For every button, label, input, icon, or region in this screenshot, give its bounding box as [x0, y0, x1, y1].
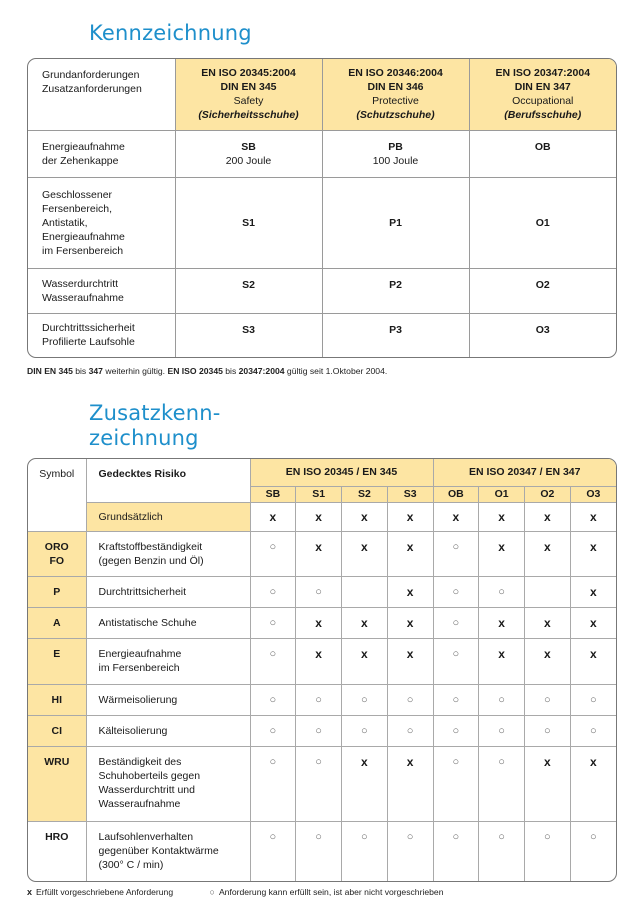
column-header-20345 [175, 59, 322, 130]
mark-cell [387, 607, 433, 638]
value-sub: 200 Joule [225, 154, 272, 167]
mark-cell [525, 821, 571, 881]
x-mark-icon: x [544, 646, 551, 661]
mark-cell [479, 746, 525, 821]
symbol-code: ORO [44, 540, 69, 553]
mark-cell [387, 746, 433, 821]
mark-cell [296, 821, 342, 881]
circle-mark-icon: ○ [498, 830, 505, 843]
subcolumn-header: S2 [342, 486, 388, 502]
value-code: O3 [535, 323, 550, 336]
mark-cell [525, 715, 571, 746]
risk-line: Laufsohlenverhalten [98, 830, 194, 843]
header-label-line: Zusatzanforderungen [42, 83, 142, 95]
mark-cell [342, 715, 388, 746]
mark-cell [250, 531, 296, 576]
note-part: DIN EN 345 [27, 366, 73, 376]
subcolumn-header: O1 [479, 486, 525, 502]
symbol-code: FO [49, 554, 65, 567]
value-code: S2 [242, 278, 255, 291]
circle-mark-icon: ○ [590, 724, 597, 737]
mark-cell [433, 502, 479, 531]
symbol-code: WRU [44, 755, 70, 768]
x-mark-icon: x [590, 509, 597, 524]
x-mark-icon: x [498, 539, 505, 554]
table-row [28, 531, 616, 576]
mark-cell [250, 746, 296, 821]
mark-cell [387, 821, 433, 881]
table-row [28, 313, 616, 357]
risk-header: Gedecktes Risiko [86, 459, 250, 502]
din-label: DIN EN 345 [220, 81, 277, 94]
mark-cell [296, 746, 342, 821]
risk-line: Antistatische Schuhe [98, 616, 197, 629]
note-part: 20347:2004 [238, 366, 285, 376]
mark-cell [570, 502, 616, 531]
value-cell [322, 130, 469, 177]
symbol-cell [28, 638, 86, 684]
header-label-cell [28, 59, 175, 130]
row-label-line: Wasseraufnahme [42, 291, 124, 304]
risk-line: Wärmeisolierung [98, 693, 178, 706]
section-title-kennzeichnung: Kennzeichnung [89, 21, 252, 45]
note-part: bis [72, 366, 89, 376]
german-label: (Sicherheitsschuhe) [198, 109, 299, 122]
note-part: weiterhin gültig. [102, 366, 168, 376]
subcolumn-header: OB [433, 486, 479, 502]
row-label-line: Profilierte Laufsohle [42, 336, 135, 349]
risk-line: Wasseraufnahme [98, 797, 181, 810]
risk-line: Kälteisolierung [98, 724, 168, 737]
value-cell [322, 268, 469, 313]
subcolumn-header: S1 [296, 486, 342, 502]
table-row [28, 607, 616, 638]
row-label-line: Durchtrittssicherheit [42, 322, 135, 335]
section-title-zusatzkennzeichnung [89, 401, 221, 451]
x-mark-icon: x [315, 615, 322, 630]
circle-mark-icon: ○ [315, 755, 322, 768]
circle-mark-icon: ○ [498, 755, 505, 768]
circle-mark-icon: ○ [498, 585, 505, 598]
x-mark-icon: x [315, 509, 322, 524]
mark-cell [570, 576, 616, 607]
x-mark-icon: x [498, 646, 505, 661]
table-row [28, 130, 616, 177]
mark-cell [433, 576, 479, 607]
circle-mark-icon: ○ [269, 647, 277, 660]
value-cell [469, 268, 616, 313]
circle-mark-icon: ○ [269, 540, 277, 553]
mark-cell [250, 576, 296, 607]
row-label [28, 177, 175, 268]
x-mark-icon: x [590, 646, 597, 661]
subcolumn-header: O3 [570, 486, 616, 502]
circle-mark-icon: ○ [452, 585, 460, 598]
circle-mark-icon: ○ [315, 830, 322, 843]
x-mark-icon: x [406, 509, 414, 524]
circle-mark-icon: ○ [544, 693, 551, 706]
symbol-cell [28, 607, 86, 638]
mark-cell [570, 638, 616, 684]
circle-mark-icon: ○ [544, 830, 551, 843]
mark-cell [433, 638, 479, 684]
risk-line: im Fersenbereich [98, 661, 180, 674]
row-label-line: Energieaufnahme [42, 230, 125, 243]
mark-cell [342, 746, 388, 821]
mark-cell [525, 531, 571, 576]
circle-mark-icon: ○ [452, 616, 460, 629]
symbol-cell [28, 531, 86, 576]
table-row [28, 746, 616, 821]
x-mark-icon: x [361, 509, 368, 524]
mark-cell [570, 607, 616, 638]
risk-cell [86, 607, 250, 638]
mark-cell [342, 576, 388, 607]
value-cell [175, 177, 322, 268]
circle-mark-icon: ○ [452, 540, 460, 553]
x-mark-icon: x [590, 754, 597, 769]
risk-cell [86, 746, 250, 821]
value-code: O2 [535, 278, 550, 291]
symbol-code: HI [51, 693, 62, 706]
title-line: Zusatzkenn- [89, 401, 221, 425]
mark-cell [296, 576, 342, 607]
risk-cell [86, 821, 250, 881]
x-mark-icon: x [361, 754, 368, 769]
x-mark-icon: x [406, 615, 414, 630]
circle-mark-icon: ○ [452, 647, 460, 660]
x-mark-icon: x [544, 509, 551, 524]
value-cell [175, 268, 322, 313]
x-mark-icon: x [315, 539, 322, 554]
mark-cell [342, 502, 388, 531]
x-mark-icon: x [590, 615, 597, 630]
circle-mark-icon: ○ [406, 830, 414, 843]
x-mark-icon: x [544, 539, 551, 554]
x-mark-icon: x [590, 539, 597, 554]
subcolumn-header: SB [250, 486, 296, 502]
mark-cell [250, 502, 296, 531]
circle-mark-icon: ○ [406, 724, 414, 737]
row-label-line: im Fersenbereich [42, 244, 124, 257]
legend-o-text: Anforderung kann erfüllt sein, ist aber nicht vorgeschrieben [218, 887, 444, 897]
x-mark-icon: x [544, 754, 551, 769]
x-mark-icon: x [406, 539, 414, 554]
value-cell [322, 313, 469, 357]
circle-mark-icon: ○ [452, 830, 460, 843]
kennzeichnung-table-frame [27, 58, 617, 358]
risk-line: Beständigkeit des [98, 755, 182, 768]
row-label-line: Fersenbereich, [42, 202, 113, 215]
mark-cell [570, 684, 616, 715]
zusatzkennzeichnung-table-frame [27, 458, 617, 882]
symbol-code: E [53, 647, 61, 660]
risk-line: Energieaufnahme [98, 647, 182, 660]
x-mark-icon: x [27, 887, 33, 897]
mark-cell [525, 607, 571, 638]
norm-label: EN ISO 20345:2004 [201, 67, 296, 80]
value-cell [469, 130, 616, 177]
column-header-20347 [469, 59, 616, 130]
type-label: Safety [233, 95, 264, 108]
mark-cell [296, 715, 342, 746]
risk-cell [86, 502, 250, 531]
row-label-line: Energieaufnahme [42, 140, 125, 153]
legend [27, 887, 443, 898]
circle-mark-icon: ○ [361, 724, 368, 737]
circle-mark-icon: ○ [269, 830, 277, 843]
table-row [28, 268, 616, 313]
type-label: Occupational [512, 95, 574, 108]
x-mark-icon: x [406, 646, 414, 661]
circle-mark-icon: ○ [452, 755, 460, 768]
note-part: 347 [88, 366, 103, 376]
din-label: DIN EN 346 [367, 81, 424, 94]
norm-label: EN ISO 20346:2004 [348, 67, 443, 80]
symbol-cell [28, 576, 86, 607]
circle-mark-icon: ○ [315, 724, 322, 737]
norm-label: EN ISO 20347:2004 [495, 67, 591, 80]
mark-cell [387, 715, 433, 746]
subcolumn-header: S3 [387, 486, 433, 502]
mark-cell [433, 684, 479, 715]
symbol-cell [28, 715, 86, 746]
value-cell [322, 177, 469, 268]
risk-line: Schuhoberteils gegen [98, 769, 201, 782]
circle-mark-icon: ○ [269, 616, 277, 629]
mark-cell [570, 531, 616, 576]
circle-mark-icon: ○ [452, 724, 460, 737]
x-mark-icon: x [361, 615, 368, 630]
circle-mark-icon: ○ [269, 585, 277, 598]
mark-cell [387, 531, 433, 576]
x-mark-icon: x [269, 509, 277, 524]
circle-mark-icon: ○ [315, 693, 322, 706]
mark-cell [479, 821, 525, 881]
table-row [28, 576, 616, 607]
mark-cell [250, 684, 296, 715]
din-label: DIN EN 347 [514, 81, 571, 94]
table-row [28, 684, 616, 715]
mark-cell [250, 715, 296, 746]
value-code: OB [534, 140, 551, 153]
column-header-20346 [322, 59, 469, 130]
value-cell [469, 177, 616, 268]
value-sub: 100 Joule [372, 154, 419, 167]
value-code: SB [241, 140, 256, 153]
mark-cell [342, 607, 388, 638]
mark-cell [479, 502, 525, 531]
mark-cell [387, 502, 433, 531]
circle-mark-icon: ○ [590, 693, 597, 706]
group-header-20345: EN ISO 20345 / EN 345 [250, 459, 433, 486]
row-label-line: der Zehenkappe [42, 154, 119, 167]
circle-mark-icon: ○ [590, 830, 597, 843]
value-code: P1 [389, 216, 402, 229]
legend-x-text: Erfüllt vorgeschriebene Anforderung [36, 887, 174, 897]
value-cell [175, 313, 322, 357]
table-row [28, 177, 616, 268]
circle-mark-icon: ○ [269, 724, 277, 737]
mark-cell [570, 821, 616, 881]
validity-note [27, 366, 387, 377]
x-mark-icon: x [361, 539, 368, 554]
risk-line: (gegen Benzin und Öl) [98, 554, 204, 567]
mark-cell [433, 821, 479, 881]
mark-cell [433, 531, 479, 576]
symbol-code: HRO [45, 830, 69, 843]
mark-cell [296, 531, 342, 576]
circle-mark-icon: ○ [406, 693, 414, 706]
mark-cell [250, 638, 296, 684]
risk-cell [86, 576, 250, 607]
german-label: (Schutzschuhe) [356, 109, 435, 122]
mark-cell [525, 746, 571, 821]
circle-mark-icon: ○ [361, 693, 368, 706]
risk-line: Grundsätzlich [98, 510, 163, 523]
title-line: zeichnung [89, 426, 199, 450]
risk-line: Kraftstoffbeständigkeit [98, 540, 203, 553]
mark-cell [570, 746, 616, 821]
table-row [28, 715, 616, 746]
mark-cell [296, 502, 342, 531]
circle-mark-icon: ○ [315, 585, 322, 598]
row-label-line: Wasserdurchtritt [42, 277, 119, 290]
symbol-code: CI [51, 724, 62, 737]
kennzeichnung-table [28, 59, 616, 357]
mark-cell [525, 638, 571, 684]
mark-cell [525, 502, 571, 531]
type-label: Protective [372, 95, 419, 108]
mark-cell [387, 638, 433, 684]
zusatzkennzeichnung-table [28, 459, 616, 881]
risk-line: gegenüber Kontaktwärme [98, 844, 219, 857]
mark-cell [479, 715, 525, 746]
mark-cell [387, 576, 433, 607]
note-part: bis [222, 366, 239, 376]
x-mark-icon: x [315, 646, 322, 661]
mark-cell [525, 576, 571, 607]
x-mark-icon: x [498, 615, 505, 630]
table-row [28, 821, 616, 881]
row-label-line: Antistatik, [42, 216, 88, 229]
circle-mark-icon: ○ [498, 724, 505, 737]
circle-mark-icon: ○ [269, 755, 277, 768]
mark-cell [433, 715, 479, 746]
note-part: EN ISO 20345 [167, 366, 223, 376]
circle-mark-icon: ○ [209, 887, 215, 897]
symbol-code: A [52, 616, 61, 629]
header-label-line: Grundanforderungen [42, 69, 140, 81]
mark-cell [479, 684, 525, 715]
mark-cell [250, 821, 296, 881]
mark-cell [387, 684, 433, 715]
symbol-code: P [53, 585, 61, 598]
risk-cell [86, 715, 250, 746]
value-cell [469, 313, 616, 357]
x-mark-icon: x [544, 615, 551, 630]
x-mark-icon: x [590, 584, 597, 599]
x-mark-icon: x [452, 509, 460, 524]
german-label: (Berufsschuhe) [504, 109, 582, 122]
risk-cell [86, 638, 250, 684]
note-part: gültig seit 1.Oktober 2004. [284, 366, 388, 376]
risk-cell [86, 531, 250, 576]
value-cell [175, 130, 322, 177]
mark-cell [433, 607, 479, 638]
table-row [28, 638, 616, 684]
value-code: P2 [389, 278, 402, 291]
group-header-20347: EN ISO 20347 / EN 347 [433, 459, 616, 486]
mark-cell [479, 576, 525, 607]
mark-cell [342, 638, 388, 684]
symbol-header: Symbol [28, 459, 86, 531]
value-code: S3 [242, 323, 255, 336]
mark-cell [479, 638, 525, 684]
x-mark-icon: x [361, 646, 368, 661]
mark-cell [433, 746, 479, 821]
x-mark-icon: x [406, 584, 414, 599]
symbol-cell [28, 821, 86, 881]
row-label [28, 313, 175, 357]
row-label [28, 130, 175, 177]
risk-line: Durchtrittsicherheit [98, 585, 187, 598]
mark-cell [342, 684, 388, 715]
row-label [28, 268, 175, 313]
symbol-cell [28, 684, 86, 715]
mark-cell [525, 684, 571, 715]
group-header-row [28, 459, 616, 486]
mark-cell [250, 607, 296, 638]
value-code: P3 [389, 323, 402, 336]
circle-mark-icon: ○ [269, 693, 277, 706]
x-mark-icon: x [498, 509, 505, 524]
x-mark-icon: x [406, 754, 414, 769]
table-row [28, 502, 616, 531]
mark-cell [570, 715, 616, 746]
circle-mark-icon: ○ [452, 693, 460, 706]
risk-line: Wasserdurchtritt und [98, 783, 195, 796]
value-code: S1 [242, 216, 255, 229]
symbol-cell [28, 746, 86, 821]
circle-mark-icon: ○ [544, 724, 551, 737]
circle-mark-icon: ○ [361, 830, 368, 843]
value-code: O1 [535, 216, 550, 229]
mark-cell [479, 607, 525, 638]
mark-cell [342, 531, 388, 576]
mark-cell [296, 607, 342, 638]
row-label-line: Geschlossener [42, 188, 113, 201]
mark-cell [296, 638, 342, 684]
mark-cell [296, 684, 342, 715]
kennzeichnung-header-row [28, 59, 616, 130]
value-code: PB [388, 140, 403, 153]
risk-line: (300° C / min) [98, 858, 164, 871]
circle-mark-icon: ○ [498, 693, 505, 706]
mark-cell [342, 821, 388, 881]
risk-cell [86, 684, 250, 715]
mark-cell [479, 531, 525, 576]
subcolumn-header: O2 [525, 486, 571, 502]
